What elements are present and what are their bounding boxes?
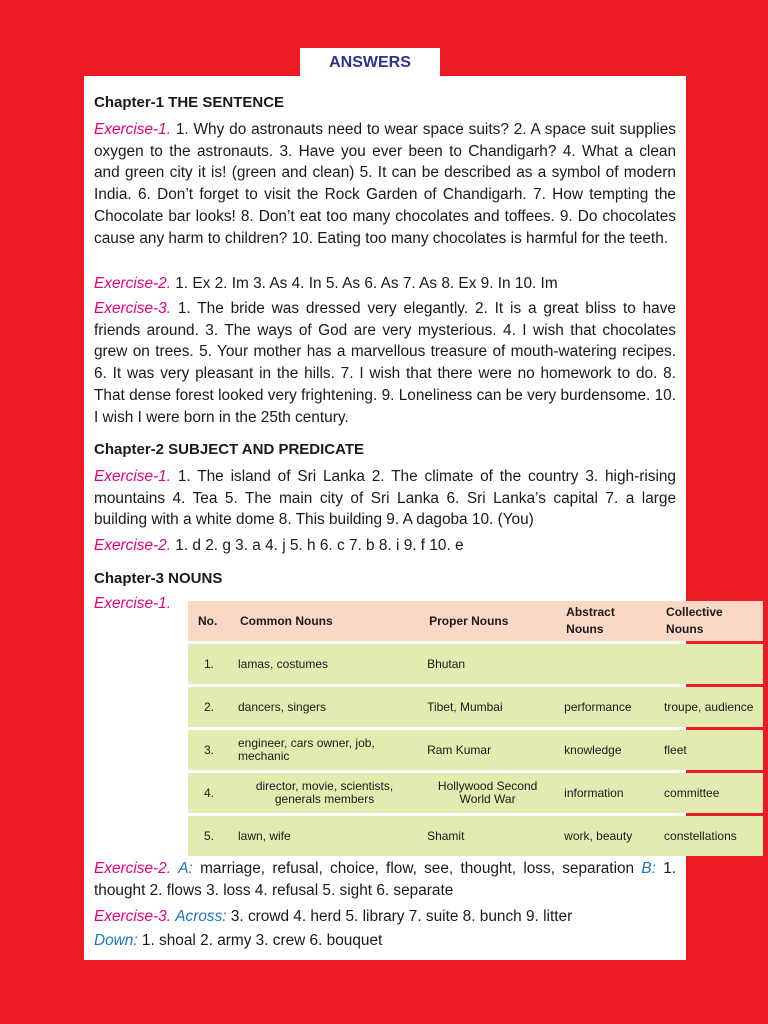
chapter-3-title: Chapter-3 NOUNS xyxy=(94,570,223,587)
cell-no: 3. xyxy=(188,730,230,770)
cell-collective: fleet xyxy=(656,730,763,770)
ch3-ex3-across-text: 3. crowd 4. herd 5. library 7. suite 8. bunch 9. litter xyxy=(230,908,573,925)
cell-common: lamas, costumes xyxy=(230,644,419,684)
nouns-table xyxy=(188,598,763,859)
ch2-ex2-text: 1. d 2. g 3. a 4. j 5. h 6. c 7. b 8. i 9. f 10. e xyxy=(175,537,464,554)
ch1-exercise-3 xyxy=(94,298,676,428)
header-no: No. xyxy=(188,601,230,641)
ch3-exercise-2 xyxy=(94,858,676,901)
ch3-ex2-label: Exercise-2. xyxy=(94,860,171,877)
cell-collective: troupe, audience xyxy=(656,687,763,727)
cell-collective xyxy=(656,644,763,684)
ch3-ex2-a-label: A: xyxy=(178,860,193,877)
ch1-ex2-text: 1. Ex 2. Im 3. As 4. In 5. As 6. As 7. As 8. Ex 9. In 10. Im xyxy=(175,275,558,292)
page-title: ANSWERS xyxy=(329,54,411,71)
header-collective-nouns: Collective Nouns xyxy=(656,601,763,641)
ch2-exercise-1 xyxy=(94,466,676,531)
ch3-exercise-3 xyxy=(94,906,676,928)
header-common-nouns: Common Nouns xyxy=(230,601,419,641)
ch1-exercise-1 xyxy=(94,119,676,249)
cell-collective: constellations xyxy=(656,816,763,856)
ch2-ex1-text: 1. The island of Sri Lanka 2. The climate of the country 3. high-rising mountains 4. Tea 5. The main city of Sri Lanka 6. Sri Lanka’s capital 7. a large building with a white dome 8. This building 9. A dagoba 10. (You) xyxy=(94,468,676,529)
ch3-ex1-label: Exercise-1. xyxy=(94,595,171,612)
cell-abstract: work, beauty xyxy=(556,816,656,856)
cell-proper: Shamit xyxy=(419,816,556,856)
chapter-1-title: Chapter-1 THE SENTENCE xyxy=(94,94,285,111)
cell-common: lawn, wife xyxy=(230,816,419,856)
nouns-table-header xyxy=(188,601,763,641)
table-row xyxy=(188,730,763,770)
cell-abstract: information xyxy=(556,773,656,813)
answers-panel xyxy=(84,76,754,960)
ch3-ex3-down-text: 1. shoal 2. army 3. crew 6. bouquet xyxy=(141,932,383,949)
cell-abstract: performance xyxy=(556,687,656,727)
ch3-exercise-3-down xyxy=(94,930,676,952)
cell-proper: Hollywood Second World War xyxy=(419,773,556,813)
cell-no: 2. xyxy=(188,687,230,727)
cell-no: 1. xyxy=(188,644,230,684)
ch1-ex3-label: Exercise-3. xyxy=(94,300,171,317)
table-row xyxy=(188,816,763,856)
cell-common: engineer, cars owner, job, mechanic xyxy=(230,730,419,770)
ch3-ex2-a-text: marriage, refusal, choice, flow, see, thought, loss, separation xyxy=(200,860,635,877)
cell-abstract: knowledge xyxy=(556,730,656,770)
ch3-ex2-b-label: B: xyxy=(641,860,656,877)
table-row xyxy=(188,687,763,727)
cell-proper: Tibet, Mumbai xyxy=(419,687,556,727)
cell-no: 4. xyxy=(188,773,230,813)
cell-proper: Bhutan xyxy=(419,644,556,684)
ch2-ex2-label: Exercise-2. xyxy=(94,537,171,554)
header-proper-nouns: Proper Nouns xyxy=(419,601,556,641)
ch3-ex2-b-text: 1. thought 2. flows 3. loss 4. refusal 5. sight 6. separate xyxy=(94,860,677,899)
ch1-exercise-2 xyxy=(94,273,676,295)
ch2-exercise-2 xyxy=(94,535,676,557)
ch3-ex3-label: Exercise-3. xyxy=(94,908,171,925)
header-abstract-nouns: Abstract Nouns xyxy=(556,601,656,641)
cell-proper: Ram Kumar xyxy=(419,730,556,770)
cell-collective: committee xyxy=(656,773,763,813)
ch1-ex1-label: Exercise-1. xyxy=(94,121,171,138)
ch1-ex1-text: 1. Why do astronauts need to wear space suits? 2. A space suit supplies oxygen to the astronauts. 3. Have you ever been to Chandigarh? 4. What a clean and green city it is! (green and clean) 5. It can be described as a symbol of modern India. 6. Don’t forget to visit the Rock Garden of Chandigarh. 7. How tempting the Chocolate bar looks! 8. Don’t eat too many chocolates and toffees. 9. Do chocolates cause any harm to children? 10. Eating too many chocolates is harmful for the teeth. xyxy=(94,121,676,247)
answers-tab xyxy=(300,48,440,78)
ch3-ex3-down-label: Down: xyxy=(94,932,138,949)
ch2-ex1-label: Exercise-1. xyxy=(94,468,171,485)
ch1-ex3-text: 1. The bride was dressed very elegantly. 2. It is a great bliss to have friends around. 3. The ways of God are very mysterious. 4. I wish that chocolates grew on trees. 5. Your mother has a marvellous treasure of mouth-watering recipes. 6. It was very pleasant in the hills. 7. I wish that there were no homework to do. 8. That dense forest looked very frightening. 9. Loneliness can be very burdensome. 10. I wish I were born in the 25th century. xyxy=(94,300,676,426)
chapter-2-title: Chapter-2 SUBJECT AND PREDICATE xyxy=(94,441,365,458)
cell-common: director, movie, scientists, generals members xyxy=(230,773,419,813)
ch1-ex2-label: Exercise-2. xyxy=(94,275,171,292)
cell-common: dancers, singers xyxy=(230,687,419,727)
cell-no: 5. xyxy=(188,816,230,856)
ch3-ex3-across-label: Across: xyxy=(175,908,227,925)
table-row xyxy=(188,644,763,684)
cell-abstract xyxy=(556,644,656,684)
table-row xyxy=(188,773,763,813)
